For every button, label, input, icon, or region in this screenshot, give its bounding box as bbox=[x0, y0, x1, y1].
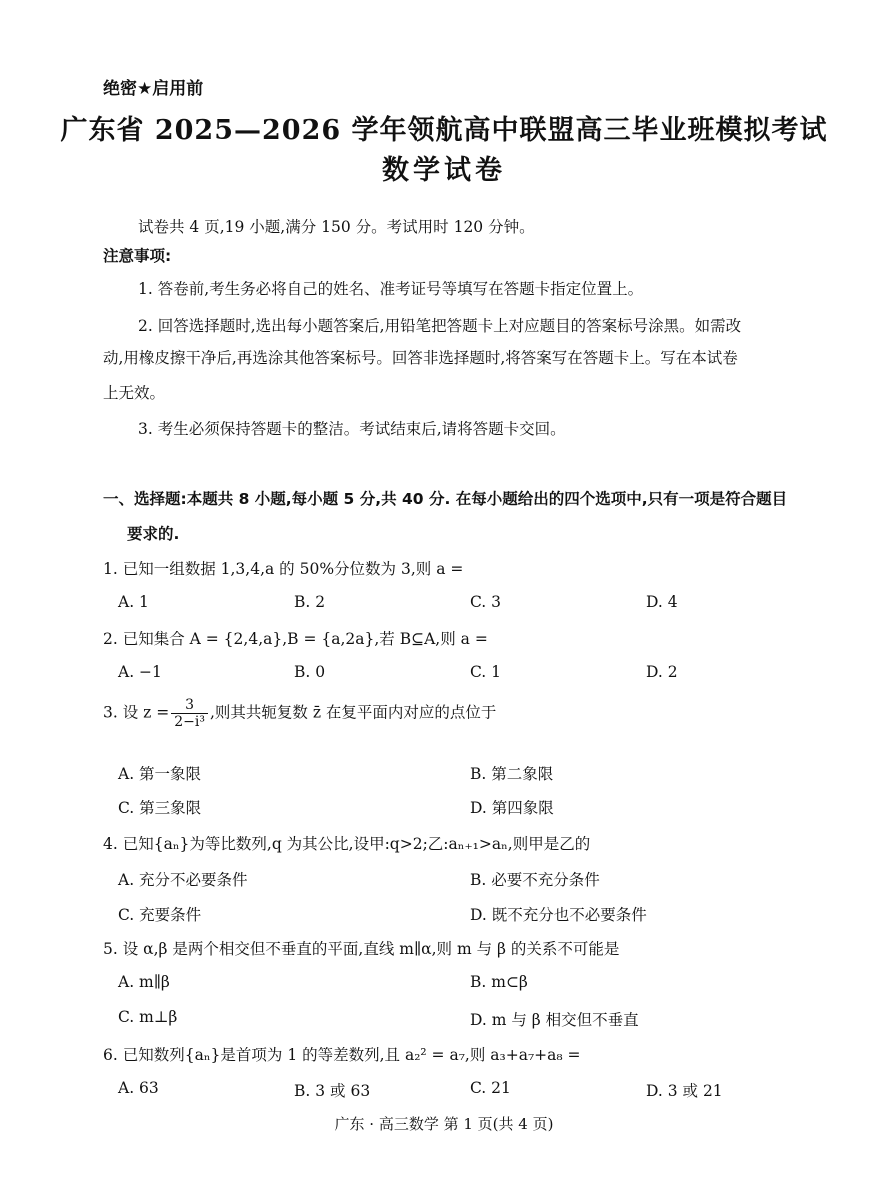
secret-label: 绝密★启用前 bbox=[103, 79, 204, 99]
page-footer: 广东 · 高三数学 第 1 页(共 4 页) bbox=[334, 1115, 554, 1133]
question-2-stem: 2. 已知集合 A = {2,4,a},B = {a,2a},若 B⊆A,则 a = bbox=[103, 630, 488, 648]
notice-item-3: 3. 考生必须保持答题卡的整洁。考试结束后,请将答题卡交回。 bbox=[138, 420, 566, 438]
question-2-option-a: A. −1 bbox=[118, 663, 162, 681]
notice-item-2-line3: 上无效。 bbox=[103, 384, 166, 402]
question-4-option-b: B. 必要不充分条件 bbox=[470, 871, 600, 889]
question-1-option-d: D. 4 bbox=[646, 593, 678, 611]
question-1-stem: 1. 已知一组数据 1,3,4,a 的 50%分位数为 3,则 a = bbox=[103, 560, 464, 578]
question-6-option-b: B. 3 或 63 bbox=[294, 1082, 371, 1100]
question-3-option-a: A. 第一象限 bbox=[118, 765, 202, 783]
question-1-option-c: C. 3 bbox=[470, 593, 502, 611]
question-1-option-b: B. 2 bbox=[294, 593, 326, 611]
question-3-option-c: C. 第三象限 bbox=[118, 799, 202, 817]
question-6-option-c: C. 21 bbox=[470, 1079, 511, 1097]
question-5-option-a: A. m∥β bbox=[118, 973, 170, 991]
subject-title: 数学试卷 bbox=[382, 155, 506, 186]
question-3-fraction bbox=[171, 697, 208, 730]
question-5-stem: 5. 设 α,β 是两个相交但不垂直的平面,直线 m∥α,则 m 与 β 的关系不可能是 bbox=[103, 940, 620, 958]
question-6-stem: 6. 已知数列{aₙ}是首项为 1 的等差数列,且 a₂² = a₇,则 a₃+a₇+a₈ = bbox=[103, 1046, 581, 1064]
question-4-option-a: A. 充分不必要条件 bbox=[118, 871, 248, 889]
question-6-option-d: D. 3 或 21 bbox=[646, 1082, 723, 1100]
question-6-option-a: A. 63 bbox=[118, 1079, 159, 1097]
section-heading-line1: 一、选择题:本题共 8 小题,每小题 5 分,共 40 分. 在每小题给出的四个选项中,只有一项是符合题目 bbox=[103, 490, 788, 508]
question-5-option-d: D. m 与 β 相交但不垂直 bbox=[470, 1011, 639, 1029]
exam-summary: 试卷共 4 页,19 小题,满分 150 分。考试用时 120 分钟。 bbox=[138, 218, 535, 236]
question-4-stem: 4. 已知{aₙ}为等比数列,q 为其公比,设甲:q>2;乙:aₙ₊₁>aₙ,则甲是乙的 bbox=[103, 835, 591, 853]
question-1-option-a: A. 1 bbox=[118, 593, 149, 611]
section-heading-line2: 要求的. bbox=[127, 525, 180, 543]
question-2-option-d: D. 2 bbox=[646, 663, 678, 681]
notice-item-2-line1: 2. 回答选择题时,选出每小题答案后,用铅笔把答题卡上对应题目的答案标号涂黑。如需改 bbox=[138, 317, 742, 335]
question-2-option-c: C. 1 bbox=[470, 663, 502, 681]
exam-title: 广东省 2025—2026 学年领航高中联盟高三毕业班模拟考试 bbox=[60, 115, 828, 146]
question-5-option-c: C. m⊥β bbox=[118, 1008, 178, 1026]
question-5-option-b: B. m⊂β bbox=[470, 973, 528, 991]
notice-heading: 注意事项: bbox=[103, 247, 172, 265]
notice-item-1: 1. 答卷前,考生务必将自己的姓名、准考证号等填写在答题卡指定位置上。 bbox=[138, 280, 644, 298]
question-3-stem bbox=[103, 697, 496, 730]
notice-item-2-line2: 动,用橡皮擦干净后,再选涂其他答案标号。回答非选择题时,将答案写在答题卡上。写在本试卷 bbox=[103, 349, 738, 367]
fraction-numerator: 3 bbox=[171, 697, 208, 714]
question-3-option-d: D. 第四象限 bbox=[470, 799, 554, 817]
question-3-stem-suffix: ,则其共轭复数 z̄ 在复平面内对应的点位于 bbox=[209, 703, 497, 722]
question-4-option-d: D. 既不充分也不必要条件 bbox=[470, 906, 647, 924]
question-4-option-c: C. 充要条件 bbox=[118, 906, 202, 924]
question-3-stem-prefix: 3. 设 z = bbox=[103, 703, 170, 722]
question-3-option-b: B. 第二象限 bbox=[470, 765, 554, 783]
fraction-denominator: 2−i³ bbox=[174, 714, 205, 731]
question-2-option-b: B. 0 bbox=[294, 663, 326, 681]
